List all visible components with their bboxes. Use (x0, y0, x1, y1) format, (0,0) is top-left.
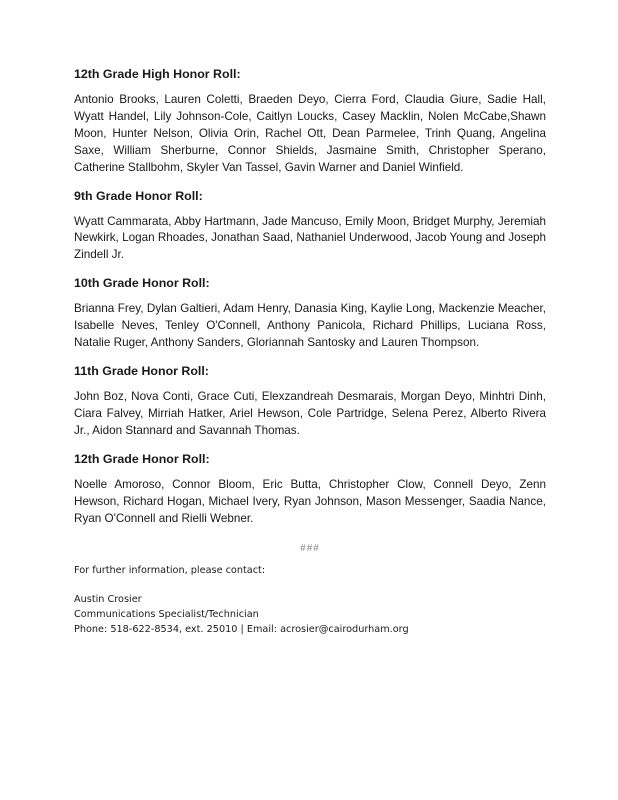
section-title: 12th Grade High Honor Roll: (74, 67, 241, 81)
section-10th-honor (74, 275, 546, 352)
section-12th-honor (74, 451, 546, 528)
contact-role: Communications Specialist/Technician (74, 609, 259, 620)
section-title: 11th Grade Honor Roll: (74, 363, 209, 378)
section-body: Antonio Brooks, Lauren Coletti, Braeden Deyo, Cierra Ford, Claudia Giure, Sadie Hall, Wyatt Handel, Lily Johnson-Cole, Caitlyn Loucks, Casey Macklin, Nolen McCabe,Shawn Moon, Hunter Nelson, Olivia Orin, Rachel Ott, Dean Parmelee, Trinh Quang, Angelina Saxe, William Sherburne, Connor Shields, Jasmaine Smith, Christopher Sperano, Catherine Stallbohm, Skyler Van Tassel, Gavin Warner and Daniel Winfield. (74, 93, 546, 174)
section-title: 10th Grade Honor Roll: (74, 276, 210, 291)
section-11th-honor (74, 363, 546, 440)
section-title: 12th Grade Honor Roll: (74, 451, 210, 466)
section-title: 9th Grade Honor Roll: (74, 188, 203, 203)
contact-phone-email: Phone: 518-622-8534, ext. 25010 | Email: acrosier@cairodurham.org (74, 623, 409, 635)
contact-name: Austin Crosier (74, 594, 142, 606)
contact-block (74, 564, 546, 637)
contact-intro: For further information, please contact: (74, 565, 266, 577)
section-body: Brianna Frey, Dylan Galtieri, Adam Henry, Danasia King, Kaylie Long, Mackenzie Meacher, Isabelle Neves, Tenley O'Connell, Anthony Panicola, Richard Phillips, Luciana Ross, Natalie Ruger, Anthony Sanders, Gloriannah Santosky and Lauren Thompson. (74, 302, 546, 350)
section-12th-high-honor (74, 66, 546, 177)
section-body: John Boz, Nova Conti, Grace Cuti, Elexzandreah Desmarais, Morgan Deyo, Minhtri Dinh, Ciara Falvey, Mirriah Hatker, Ariel Hewson, Cole Partridge, Selena Perez, Alberto Rivera Jr., Aidon Stannard and Savannah Thomas. (74, 389, 546, 437)
section-body: Wyatt Cammarata, Abby Hartmann, Jade Mancuso, Emily Moon, Bridget Murphy, Jeremiah Newkirk, Logan Rhoades, Jonathan Saad, Nathaniel Underwood, Jacob Young and Joseph Zindell Jr. (74, 214, 546, 262)
document-page (74, 66, 546, 637)
section-body: Noelle Amoroso, Connor Bloom, Eric Butta, Christopher Clow, Connell Deyo, Zenn Hewson, Richard Hogan, Michael Ivery, Ryan Johnson, Mason Messenger, Saadia Nance, Ryan O'Connell and Rielli Webner. (74, 477, 546, 525)
section-9th-honor (74, 188, 546, 265)
end-marker: ### (300, 543, 320, 555)
